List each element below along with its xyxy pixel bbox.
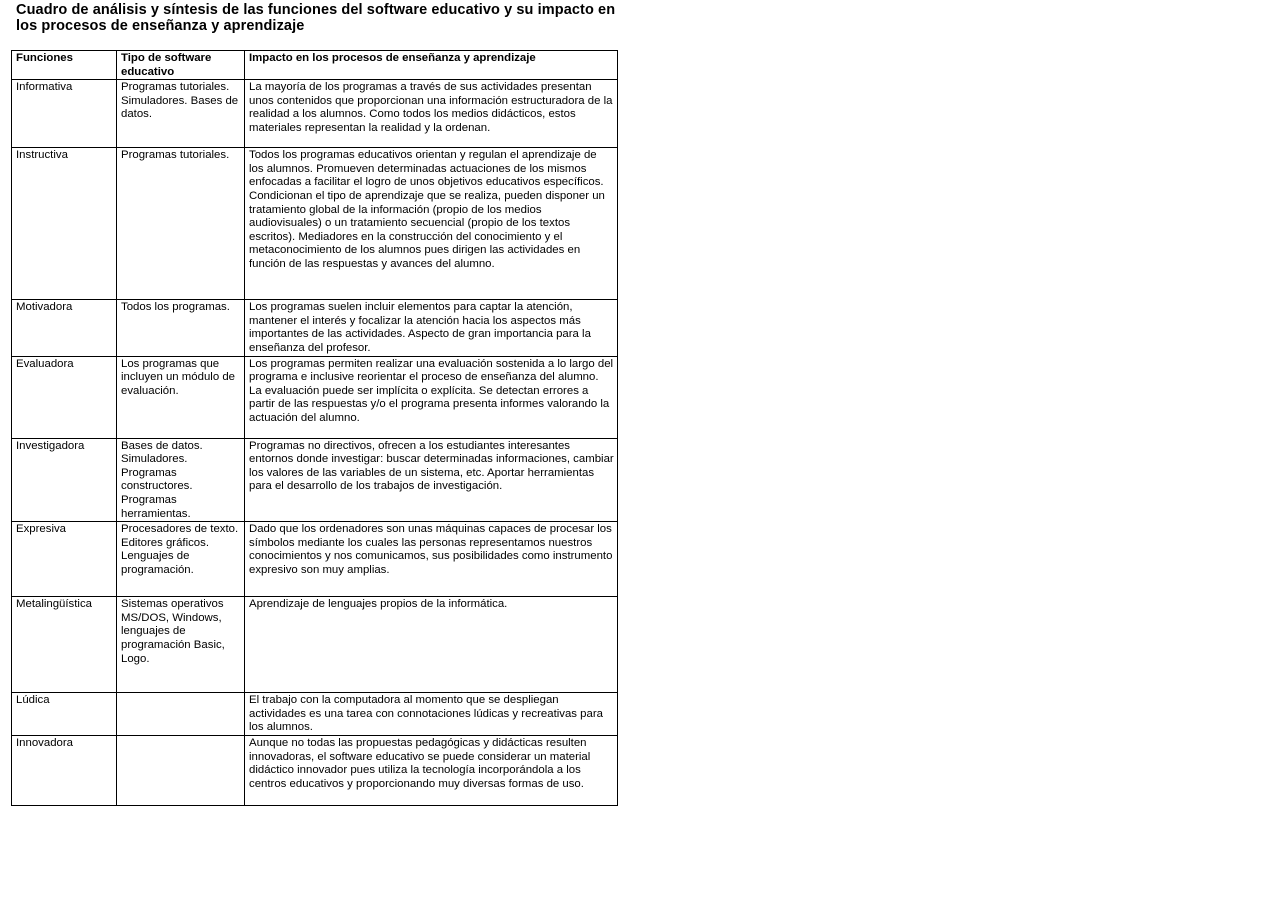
table-row — [12, 597, 618, 693]
cell-impacto: Programas no directivos, ofrecen a los estudiantes interesantes entornos donde investigar: buscar determinadas informaciones, cambiar los valores de las variables de un sistema, etc. Aportar herramientas para el desarrollo de los trabajos de investigación. — [245, 438, 618, 522]
cell-impacto: Los programas suelen incluir elementos para captar la atención, mantener el interés y focalizar la atención hacia los aspectos más importantes de las actividades. Aspecto de gran importancia para la enseñanza del profesor. — [245, 300, 618, 356]
cell-funcion: Expresiva — [12, 522, 117, 597]
cell-impacto: El trabajo con la computadora al momento que se despliegan actividades es una tarea con connotaciones lúdicas y recreativas para los alumnos. — [245, 693, 618, 736]
cell-tipo: Programas tutoriales. — [117, 148, 245, 300]
header-funciones: Funciones — [12, 51, 117, 80]
table-row — [12, 438, 618, 522]
table-row — [12, 356, 618, 438]
cell-tipo: Bases de datos. Simuladores. Programas constructores. Programas herramientas. — [117, 438, 245, 522]
cell-tipo: Programas tutoriales. Simuladores. Bases de datos. — [117, 80, 245, 148]
cell-funcion: Lúdica — [12, 693, 117, 736]
table-row — [12, 148, 618, 300]
cell-funcion: Innovadora — [12, 735, 117, 805]
header-tipo-software: Tipo de software educativo — [117, 51, 245, 80]
cell-tipo: Procesadores de texto. Editores gráficos. Lenguajes de programación. — [117, 522, 245, 597]
cell-tipo: Los programas que incluyen un módulo de evaluación. — [117, 356, 245, 438]
cell-funcion: Evaluadora — [12, 356, 117, 438]
cell-funcion: Investigadora — [12, 438, 117, 522]
cell-tipo: Todos los programas. — [117, 300, 245, 356]
cell-funcion: Informativa — [12, 80, 117, 148]
cell-tipo — [117, 735, 245, 805]
cell-funcion: Motivadora — [12, 300, 117, 356]
cell-impacto: Aunque no todas las propuestas pedagógicas y didácticas resulten innovadoras, el software educativo se puede considerar un material didáctico innovador pues utiliza la tecnología incorporándola a los centros educativos y proporcionando muy diversas formas de uso. — [245, 735, 618, 805]
table-row — [12, 522, 618, 597]
table-header-row — [12, 51, 618, 80]
cell-tipo: Sistemas operativos MS/DOS, Windows, lenguajes de programación Basic, Logo. — [117, 597, 245, 693]
document-title: Cuadro de análisis y síntesis de las funciones del software educativo y su impacto en los procesos de enseñanza y aprendizaje — [16, 2, 616, 34]
cell-impacto: Todos los programas educativos orientan y regulan el aprendizaje de los alumnos. Promueven determinadas actuaciones de los mismos enfocadas a facilitar el logro de unos objetivos educativos específicos. Condicionan el tipo de aprendizaje que se realiza, pueden disponer un tratamiento global de la información (propio de los medios audiovisuales) o un tratamiento secuencial (propio de los textos escritos). Mediadores en la construcción del conocimiento y el metaconocimiento de los alumnos pues dirigen las actividades en función de las respuestas y avances del alumno. — [245, 148, 618, 300]
cell-impacto: Aprendizaje de lenguajes propios de la informática. — [245, 597, 618, 693]
table-row — [12, 735, 618, 805]
cell-tipo — [117, 693, 245, 736]
cell-impacto: Los programas permiten realizar una evaluación sostenida a lo largo del programa e inclusive reorientar el proceso de enseñanza del alumno. La evaluación puede ser implícita o explícita. Se detectan errores a partir de las respuestas y/o el programa presenta informes valorando la actuación del alumno. — [245, 356, 618, 438]
functions-analysis-table — [11, 50, 618, 806]
cell-funcion: Metalingüística — [12, 597, 117, 693]
table-row — [12, 80, 618, 148]
cell-impacto: Dado que los ordenadores son unas máquinas capaces de procesar los símbolos mediante los cuales las personas representamos nuestros conocimientos y nos comunicamos, sus posibilidades como instrumento expresivo son muy amplias. — [245, 522, 618, 597]
table-row — [12, 300, 618, 356]
table-row — [12, 693, 618, 736]
cell-impacto: La mayoría de los programas a través de sus actividades presentan unos contenidos que proporcionan una información estructuradora de la realidad a los alumnos. Como todos los medios didácticos, estos materiales representan la realidad y la ordenan. — [245, 80, 618, 148]
header-impacto: Impacto en los procesos de enseñanza y aprendizaje — [245, 51, 618, 80]
cell-funcion: Instructiva — [12, 148, 117, 300]
